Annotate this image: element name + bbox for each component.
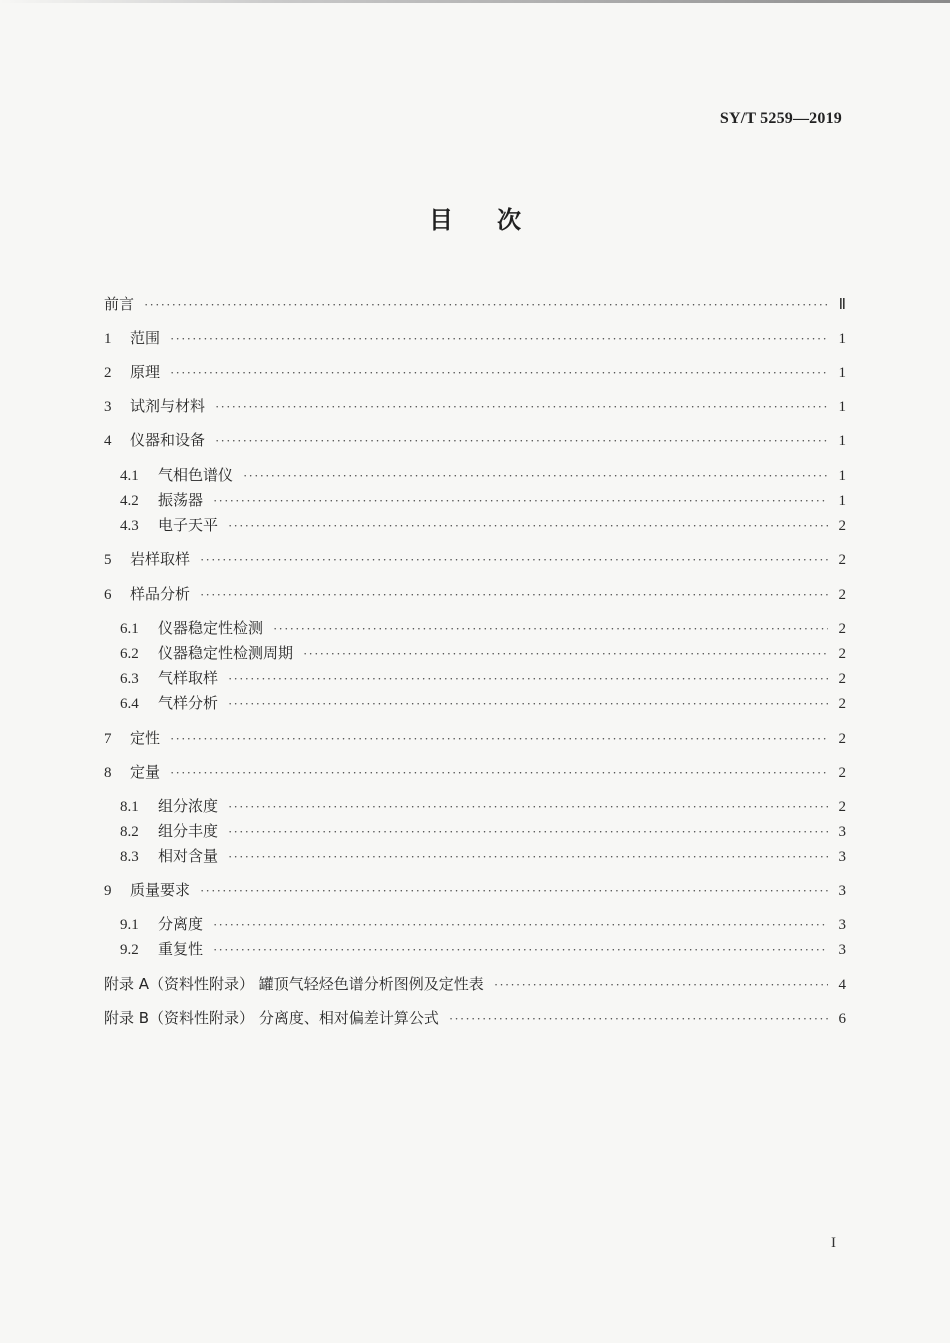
toc-title (0, 200, 950, 235)
toc-label: 定量 (130, 763, 161, 781)
toc-number: 9 (104, 883, 112, 899)
toc-label: 质量要求 (130, 881, 191, 899)
toc-label: 分离度 (158, 915, 204, 933)
toc-number: 6.3 (120, 671, 139, 687)
toc-page: 1 (838, 493, 846, 509)
toc-label: 仪器和设备 (130, 431, 206, 449)
toc-leader (228, 669, 828, 689)
toc-entry[interactable] (104, 328, 846, 349)
toc-subentry[interactable] (120, 618, 846, 639)
toc-subentry[interactable] (120, 846, 846, 867)
toc-label: 仪器稳定性检测周期 (158, 644, 294, 662)
toc-leader (215, 431, 828, 451)
toc-entry[interactable] (104, 762, 846, 783)
toc-leader (170, 363, 828, 383)
toc-subentry[interactable] (120, 668, 846, 689)
toc-label: 气样取样 (158, 669, 219, 687)
toc-leader (170, 329, 828, 349)
toc-leader (228, 694, 828, 714)
toc-label: 附录 B（资料性附录） 分离度、相对偏差计算公式 (104, 1009, 439, 1027)
toc-page: 2 (838, 552, 846, 568)
toc-page: 2 (838, 799, 846, 815)
toc-page: 2 (838, 621, 846, 637)
toc-number: 4 (104, 433, 112, 449)
toc-number: 1 (104, 331, 112, 347)
toc-leader (243, 466, 828, 486)
toc-page: 1 (838, 468, 846, 484)
toc-number: 9.1 (120, 917, 139, 933)
toc-number: 5 (104, 552, 112, 568)
toc-leader (215, 397, 828, 417)
toc-number: 6 (104, 587, 112, 603)
toc-page: 2 (838, 671, 846, 687)
toc-subentry[interactable] (120, 914, 846, 935)
toc-subentry[interactable] (120, 796, 846, 817)
toc-number: 7 (104, 731, 112, 747)
toc-entry[interactable] (104, 728, 846, 749)
toc-number: 2 (104, 365, 112, 381)
toc-page: 2 (838, 765, 846, 781)
toc-subentry[interactable] (120, 465, 846, 486)
toc-leader (213, 491, 828, 511)
toc-page: 6 (838, 1011, 846, 1027)
toc-page: 3 (838, 942, 846, 958)
toc-leader (200, 550, 828, 570)
toc-leader (170, 729, 828, 749)
toc-label: 组分丰度 (158, 822, 219, 840)
toc-label: 组分浓度 (158, 797, 219, 815)
toc-number: 4.3 (120, 518, 139, 534)
toc-entry-appendix-b[interactable] (104, 1008, 846, 1029)
toc-page: 3 (838, 883, 846, 899)
toc-entry[interactable] (104, 880, 846, 901)
toc-page: 4 (838, 977, 846, 993)
toc-subentry[interactable] (120, 939, 846, 960)
toc-page: 3 (838, 824, 846, 840)
toc-page: 2 (838, 587, 846, 603)
toc-subentry[interactable] (120, 693, 846, 714)
toc-page: 1 (838, 433, 846, 449)
toc-leader (200, 585, 828, 605)
toc-number: 4.1 (120, 468, 139, 484)
toc-page: 1 (838, 331, 846, 347)
toc-label: 前言 (104, 295, 135, 313)
toc-label: 相对含量 (158, 847, 219, 865)
toc-label: 范围 (130, 329, 161, 347)
toc-subentry[interactable] (120, 821, 846, 842)
toc-number: 8.3 (120, 849, 139, 865)
toc-page: 1 (838, 365, 846, 381)
toc-label: 气样分析 (158, 694, 219, 712)
toc-page: 2 (838, 696, 846, 712)
toc-page: Ⅱ (838, 297, 846, 313)
toc-label: 振荡器 (158, 491, 204, 509)
toc-label: 原理 (130, 363, 161, 381)
toc-leader (273, 619, 828, 639)
toc-number: 9.2 (120, 942, 139, 958)
toc-number: 3 (104, 399, 112, 415)
scan-top-edge (0, 0, 950, 3)
toc-leader (228, 847, 828, 867)
toc-number: 4.2 (120, 493, 139, 509)
toc-label: 气相色谱仪 (158, 466, 234, 484)
toc-page: 3 (838, 917, 846, 933)
toc-title-char-1: 目 (429, 206, 453, 234)
toc-label: 试剂与材料 (130, 397, 206, 415)
page-number: I (831, 1235, 836, 1251)
toc-leader (494, 975, 828, 995)
standard-code: SY/T 5259—2019 (719, 110, 842, 127)
toc-entry-appendix-a[interactable] (104, 974, 846, 995)
toc-number: 6.1 (120, 621, 139, 637)
toc-number: 8.2 (120, 824, 139, 840)
toc-label: 定性 (130, 729, 161, 747)
toc-page: 2 (838, 518, 846, 534)
toc-leader (170, 763, 828, 783)
toc-entry[interactable] (104, 549, 846, 570)
toc-subentry[interactable] (120, 515, 846, 536)
toc-number: 8 (104, 765, 112, 781)
toc-entry[interactable] (104, 362, 846, 383)
toc-label: 岩样取样 (130, 550, 191, 568)
toc-leader (449, 1009, 828, 1029)
toc-leader (200, 881, 828, 901)
toc-entry[interactable] (104, 584, 846, 605)
toc-leader (228, 516, 828, 536)
toc-label: 附录 A（资料性附录） 罐顶气轻烃色谱分析图例及定性表 (104, 975, 484, 993)
toc-page: 3 (838, 849, 846, 865)
toc-number: 8.1 (120, 799, 139, 815)
toc-leader (144, 295, 828, 315)
toc-page: 2 (838, 731, 846, 747)
toc-label: 电子天平 (158, 516, 219, 534)
toc-label: 样品分析 (130, 585, 191, 603)
toc-leader (228, 797, 828, 817)
toc-leader (213, 940, 828, 960)
toc-label: 重复性 (158, 940, 204, 958)
toc-leader (228, 822, 828, 842)
toc-leader (213, 915, 828, 935)
toc-subentry[interactable] (120, 643, 846, 664)
toc-label: 仪器稳定性检测 (158, 619, 264, 637)
toc-page: 1 (838, 399, 846, 415)
toc-entry[interactable] (104, 396, 846, 417)
toc-entry[interactable] (104, 430, 846, 451)
toc-title-char-2: 次 (497, 206, 521, 234)
toc-number: 6.2 (120, 646, 139, 662)
toc-leader (303, 644, 828, 664)
toc-entry-preface[interactable] (104, 294, 846, 315)
toc-subentry[interactable] (120, 490, 846, 511)
toc-number: 6.4 (120, 696, 139, 712)
toc-page: 2 (838, 646, 846, 662)
